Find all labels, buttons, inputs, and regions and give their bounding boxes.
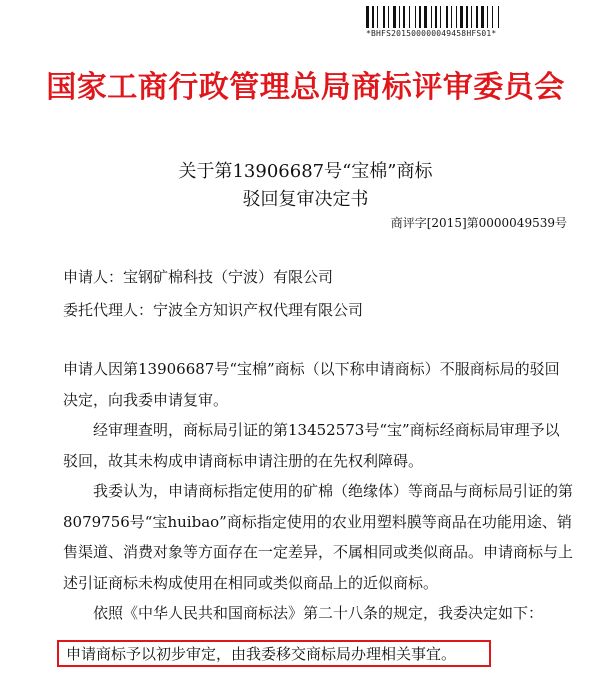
barcode-bar bbox=[370, 6, 371, 28]
barcode-bar bbox=[415, 6, 416, 28]
barcode-bar bbox=[458, 6, 459, 28]
barcode-bar bbox=[433, 6, 434, 28]
barcode-bar bbox=[476, 6, 478, 28]
decision-body bbox=[63, 354, 573, 629]
barcode-bar bbox=[485, 6, 486, 28]
barcode-bar bbox=[424, 6, 427, 28]
barcode-bar bbox=[393, 6, 396, 28]
barcode-bar bbox=[422, 6, 423, 28]
barcode-bar bbox=[411, 6, 414, 28]
barcode-bars bbox=[366, 6, 542, 28]
barcode-bar bbox=[451, 6, 452, 28]
document-title-line1: 关于第13906687号“宝棉”商标 bbox=[178, 161, 433, 182]
barcode-bar bbox=[446, 6, 448, 28]
barcode-bar bbox=[440, 6, 441, 28]
applicant: 申请人：宝钢矿棉科技（宁波）有限公司 bbox=[63, 268, 334, 286]
document-number: 商评字[2015]第0000049539号 bbox=[390, 216, 567, 230]
paragraph-opinion: 我委认为，申请商标指定使用的矿棉（绝缘体）等商品与商标局引证的第8079756号“宝huibao”商标指定使用的农业用塑料膜等商品在功能用途、销售渠道、消费对象等方面存在一定差异，不属相同或类似商品。申请商标与上述引证商标未构成使用在相同或类似商品上的近似商标。 bbox=[63, 482, 574, 592]
barcode-bar bbox=[498, 6, 499, 28]
barcode-bar bbox=[401, 6, 402, 28]
barcode-bar bbox=[386, 6, 387, 28]
barcode-bar bbox=[489, 6, 491, 28]
barcode-bar bbox=[449, 6, 450, 28]
barcode-bar bbox=[399, 6, 400, 28]
barcode-bar bbox=[438, 6, 439, 28]
barcode-bar bbox=[379, 6, 382, 28]
barcode-bar bbox=[417, 6, 418, 28]
barcode-bar bbox=[431, 6, 432, 28]
barcode-bar bbox=[473, 6, 475, 28]
barcode-bar bbox=[469, 6, 470, 28]
paragraph-legal-basis: 依照《中华人民共和国商标法》第二十八条的规定，我委决定如下： bbox=[93, 604, 544, 622]
barcode-bar bbox=[366, 6, 369, 28]
barcode-bar bbox=[481, 6, 484, 28]
barcode-bar bbox=[460, 6, 463, 28]
barcode-bar bbox=[466, 6, 468, 28]
barcode-bar bbox=[375, 6, 376, 28]
barcode-bar bbox=[409, 6, 410, 28]
barcode-bar bbox=[428, 6, 430, 28]
paragraph-request: 申请人因第13906687号“宝棉”商标（以下称申请商标）不服商标局的驳回决定，向我委申请复审。 bbox=[63, 360, 560, 409]
barcode-code: *BHFS201500000049458HFS01* bbox=[366, 29, 497, 38]
barcode-bar bbox=[419, 6, 421, 28]
barcode-bar bbox=[383, 6, 385, 28]
barcode-bar bbox=[390, 6, 392, 28]
barcode-bar bbox=[479, 6, 480, 28]
decision-text: 申请商标予以初步审定，由我委移交商标局办理相关事宜。 bbox=[66, 645, 457, 663]
barcode-bar bbox=[397, 6, 398, 28]
barcode-bar bbox=[487, 6, 488, 28]
barcode-bar bbox=[377, 6, 378, 28]
barcode-bar bbox=[456, 6, 457, 28]
barcode-bar bbox=[435, 6, 437, 28]
barcode-bar bbox=[403, 6, 405, 28]
document-title-line2: 驳回复审决定书 bbox=[242, 189, 369, 210]
barcode bbox=[366, 6, 542, 38]
barcode-bar bbox=[471, 6, 472, 28]
barcode-bar bbox=[442, 6, 445, 28]
barcode-bar bbox=[492, 6, 493, 28]
agent: 委托代理人：宁波全方知识产权代理有限公司 bbox=[63, 301, 364, 319]
paragraph-findings: 经审理查明，商标局引证的第13452573号“宝”商标经商标局审理予以驳回，故其未构成申请商标申请注册的在先权利障碍。 bbox=[63, 421, 560, 470]
barcode-bar bbox=[500, 6, 502, 28]
barcode-bar bbox=[464, 6, 465, 28]
barcode-bar bbox=[494, 6, 497, 28]
barcode-bar bbox=[453, 6, 455, 28]
barcode-bar bbox=[388, 6, 389, 28]
barcode-bar bbox=[406, 6, 408, 28]
barcode-bar bbox=[372, 6, 374, 28]
header-title: 国家工商行政管理总局商标评审委员会 bbox=[46, 70, 565, 105]
